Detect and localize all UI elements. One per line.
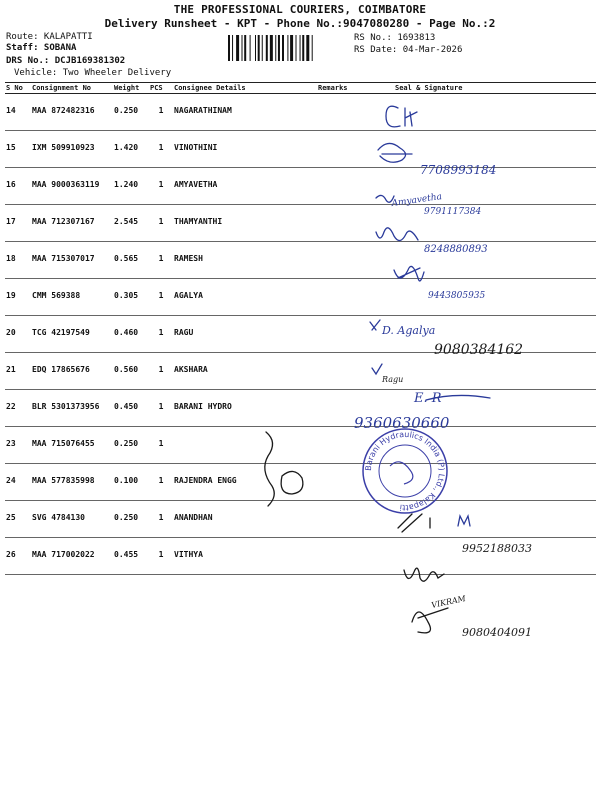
cell-signature bbox=[367, 131, 596, 168]
cell-sno: 25 bbox=[5, 501, 31, 538]
name-19: D. Agalya bbox=[382, 324, 436, 337]
phone-17: 8248880893 bbox=[424, 244, 488, 255]
cell-remarks bbox=[317, 242, 367, 279]
col-seal-signature: Seal & Signature bbox=[367, 83, 596, 94]
table-header-row bbox=[5, 83, 596, 94]
phone-24: 9952188033 bbox=[462, 542, 532, 555]
cell-pcs: 1 bbox=[149, 427, 173, 464]
stamp-text: Barani Hydraulics India (P) Ltd., Kalapatti bbox=[363, 429, 447, 513]
cell-weight: 0.560 bbox=[113, 353, 149, 390]
cell-weight: 0.460 bbox=[113, 316, 149, 353]
cell-remarks bbox=[317, 390, 367, 427]
cell-signature bbox=[367, 168, 596, 205]
cell-pcs: 1 bbox=[149, 279, 173, 316]
cell-consignee: BARANI HYDRO bbox=[173, 390, 317, 427]
cell-consignee: VITHYA bbox=[173, 538, 317, 575]
cell-remarks bbox=[317, 94, 367, 131]
table-row bbox=[5, 538, 596, 575]
cell-sno: 18 bbox=[5, 242, 31, 279]
cell-remarks bbox=[317, 205, 367, 242]
table-row bbox=[5, 279, 596, 316]
cell-sno: 22 bbox=[5, 390, 31, 427]
cell-signature bbox=[367, 538, 596, 575]
cell-sno: 19 bbox=[5, 279, 31, 316]
table-row bbox=[5, 353, 596, 390]
cell-consignment: SVG 4784130 bbox=[31, 501, 113, 538]
route-label: Route: KALAPATTI bbox=[6, 32, 93, 42]
cell-weight: 0.250 bbox=[113, 501, 149, 538]
table-row bbox=[5, 94, 596, 131]
cell-remarks bbox=[317, 168, 367, 205]
cell-pcs: 1 bbox=[149, 131, 173, 168]
cell-sno: 21 bbox=[5, 353, 31, 390]
cell-consignee: VINOTHINI bbox=[173, 131, 317, 168]
cell-sno: 17 bbox=[5, 205, 31, 242]
table-row bbox=[5, 464, 596, 501]
cell-consignee: RAMESH bbox=[173, 242, 317, 279]
runsheet-table bbox=[5, 82, 596, 575]
cell-consignment: TCG 42197549 bbox=[31, 316, 113, 353]
company-title: THE PROFESSIONAL COURIERS, COIMBATORE bbox=[173, 3, 427, 16]
company-seal-stamp bbox=[360, 426, 450, 516]
phone-18: 9443805935 bbox=[428, 291, 486, 301]
cell-weight: 0.250 bbox=[113, 427, 149, 464]
cell-remarks bbox=[317, 316, 367, 353]
table-row bbox=[5, 131, 596, 168]
barcode bbox=[228, 35, 350, 61]
cell-weight: 0.100 bbox=[113, 464, 149, 501]
name-21: E. R bbox=[414, 391, 442, 406]
cell-consignment: MAA 715076455 bbox=[31, 427, 113, 464]
cell-signature bbox=[367, 353, 596, 390]
cell-signature bbox=[367, 316, 596, 353]
cell-signature bbox=[367, 205, 596, 242]
cell-remarks bbox=[317, 279, 367, 316]
cell-sno: 26 bbox=[5, 538, 31, 575]
cell-weight: 0.565 bbox=[113, 242, 149, 279]
svg-text:Barani Hydraulics India (P) Lt bbox=[364, 430, 446, 512]
cell-consignee: RAGU bbox=[173, 316, 317, 353]
cell-pcs: 1 bbox=[149, 316, 173, 353]
cell-pcs: 1 bbox=[149, 464, 173, 501]
cell-consignee: THAMYANTHI bbox=[173, 205, 317, 242]
table-row bbox=[5, 390, 596, 427]
cell-sno: 14 bbox=[5, 94, 31, 131]
cell-sno: 16 bbox=[5, 168, 31, 205]
cell-remarks bbox=[317, 131, 367, 168]
cell-consignee: AGALYA bbox=[173, 279, 317, 316]
cell-signature bbox=[367, 94, 596, 131]
cell-weight: 1.420 bbox=[113, 131, 149, 168]
name-20: Ragu bbox=[382, 375, 404, 384]
cell-pcs: 1 bbox=[149, 353, 173, 390]
cell-pcs: 1 bbox=[149, 205, 173, 242]
name-26: VIKRAM bbox=[430, 593, 467, 610]
cell-consignment: MAA 872482316 bbox=[31, 94, 113, 131]
cell-signature bbox=[367, 390, 596, 427]
cell-pcs: 1 bbox=[149, 501, 173, 538]
cell-remarks bbox=[317, 538, 367, 575]
cell-consignee bbox=[173, 427, 317, 464]
cell-consignee: NAGARATHINAM bbox=[173, 94, 317, 131]
cell-remarks bbox=[317, 353, 367, 390]
cell-consignment: MAA 577835998 bbox=[31, 464, 113, 501]
drs-number: DRS No.: DCJB169381302 bbox=[6, 56, 126, 66]
cell-consignment: IXM 509910923 bbox=[31, 131, 113, 168]
runsheet-subtitle: Delivery Runsheet - KPT - Phone No.:9047080280 - Page No.:2 bbox=[104, 17, 496, 30]
cell-consignment: BLR 5301373956 bbox=[31, 390, 113, 427]
cell-consignee: ANANDHAN bbox=[173, 501, 317, 538]
col-consignment: Consignment No bbox=[31, 83, 113, 94]
cell-consignee: AMYAVETHA bbox=[173, 168, 317, 205]
cell-consignment: CMM 569388 bbox=[31, 279, 113, 316]
table-row bbox=[5, 242, 596, 279]
cell-consignment: MAA 712307167 bbox=[31, 205, 113, 242]
cell-pcs: 1 bbox=[149, 390, 173, 427]
cell-pcs: 1 bbox=[149, 168, 173, 205]
phone-15: 7708993184 bbox=[420, 163, 497, 177]
cell-weight: 2.545 bbox=[113, 205, 149, 242]
col-consignee: Consignee Details bbox=[173, 83, 317, 94]
table-row bbox=[5, 316, 596, 353]
cell-consignee: RAJENDRA ENGG bbox=[173, 464, 317, 501]
cell-weight: 0.455 bbox=[113, 538, 149, 575]
cell-consignment: MAA 715307017 bbox=[31, 242, 113, 279]
table-row bbox=[5, 501, 596, 538]
col-weight: Weight bbox=[113, 83, 149, 94]
cell-pcs: 1 bbox=[149, 242, 173, 279]
rs-number: RS No.: 1693813 bbox=[354, 33, 436, 43]
cell-signature bbox=[367, 279, 596, 316]
staff-label: Staff: SOBANA bbox=[6, 43, 77, 53]
col-remarks: Remarks bbox=[317, 83, 367, 94]
phone-16: 9791117384 bbox=[424, 207, 482, 217]
col-pcs: PCS bbox=[149, 83, 173, 94]
cell-pcs: 1 bbox=[149, 538, 173, 575]
cell-consignee: AKSHARA bbox=[173, 353, 317, 390]
phone-26: 9080404091 bbox=[462, 626, 532, 639]
name-16: Amyavetha bbox=[391, 192, 443, 209]
cell-pcs: 1 bbox=[149, 94, 173, 131]
vehicle-label: Vehicle: Two Wheeler Delivery bbox=[14, 68, 172, 78]
col-sno: S No bbox=[5, 83, 31, 94]
phone-19: 9080384162 bbox=[434, 342, 524, 358]
cell-sno: 24 bbox=[5, 464, 31, 501]
cell-weight: 1.240 bbox=[113, 168, 149, 205]
cell-consignment: MAA 717002022 bbox=[31, 538, 113, 575]
cell-sno: 20 bbox=[5, 316, 31, 353]
cell-signature bbox=[367, 242, 596, 279]
cell-weight: 0.250 bbox=[113, 94, 149, 131]
rs-date: RS Date: 04-Mar-2026 bbox=[354, 45, 463, 55]
cell-consignment: MAA 9000363119 bbox=[31, 168, 113, 205]
cell-sno: 15 bbox=[5, 131, 31, 168]
table-row bbox=[5, 427, 596, 464]
table-row bbox=[5, 168, 596, 205]
table-row bbox=[5, 205, 596, 242]
cell-consignment: EDQ 17865676 bbox=[31, 353, 113, 390]
phone-21: 9360630660 bbox=[354, 414, 450, 432]
signature-26 bbox=[412, 608, 448, 633]
cell-weight: 0.305 bbox=[113, 279, 149, 316]
cell-sno: 23 bbox=[5, 427, 31, 464]
cell-weight: 0.450 bbox=[113, 390, 149, 427]
